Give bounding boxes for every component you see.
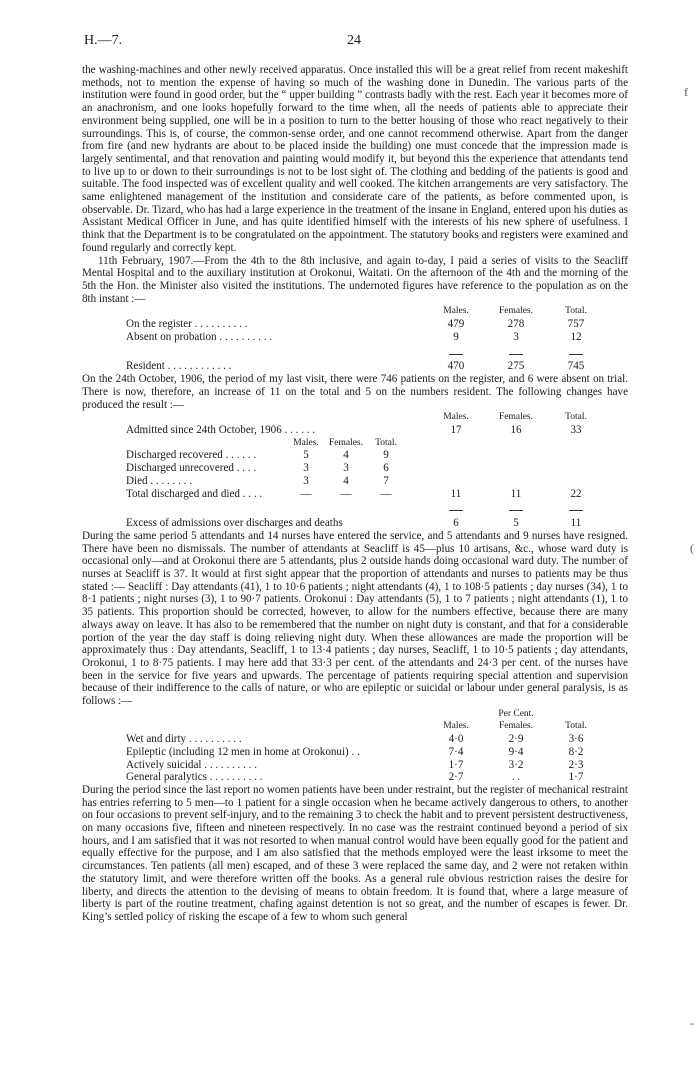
changes-table	[126, 411, 606, 530]
leader-dots: . . . . . . . . . .	[209, 771, 263, 784]
margin-mark: f	[684, 85, 688, 99]
sub-column-header: Total.	[375, 437, 397, 448]
cell-value: 3	[303, 462, 309, 475]
column-header: Males.	[443, 721, 469, 732]
row-label: Resident	[126, 360, 165, 373]
sub-column-header: Females.	[328, 437, 364, 448]
cell-value: 12	[570, 330, 582, 343]
leader-dots: . . . . . .	[284, 423, 316, 436]
table-row	[126, 318, 606, 331]
cell-value: 9	[383, 449, 389, 462]
column-header: Females.	[498, 412, 534, 423]
cell-value: 7·4	[448, 745, 464, 758]
cell-value: 4	[343, 449, 349, 462]
leader-dots: . . . . . . . .	[150, 474, 192, 487]
margin-mark: -	[690, 1016, 694, 1030]
cell-value: —	[380, 487, 392, 500]
cell-value: 7	[383, 474, 389, 487]
cell-value: 22	[570, 487, 582, 500]
cell-value: 11	[570, 517, 582, 530]
column-header: Males.	[443, 306, 469, 317]
leader-dots: . . . . . . . .	[230, 330, 273, 343]
cell-value: 757	[567, 318, 585, 331]
cell-value: 4·0	[448, 733, 464, 746]
cell-value: 16	[510, 423, 522, 436]
row-label: Actively suicidal	[126, 758, 202, 771]
cell-value: 3	[303, 474, 309, 487]
cell-value: —	[300, 487, 312, 500]
cell-value: 6	[383, 462, 389, 475]
table-row	[126, 331, 606, 344]
group-header: Per Cent.	[498, 708, 534, 719]
leader-dots: . . . . . . . . . . . .	[167, 360, 232, 373]
cell-value: 3	[343, 462, 349, 475]
row-label: On the register	[126, 318, 192, 331]
paragraph: During the same period 5 attendants and 14 nurses have entered the service, and 5 attendants and 9 nurses have resigned. There have been no dismissals. The number of attendants at Seacliff is 45—plus 10 artisans, &c., whose ward duty is occasional only—and at Orokonui there are 5 attendants, plus 2 outside hands doing occasional ward duty. The number of nurses at Seacliff is 37. It would at first sight appear that the proportion of attendants and nurses to patients may be thus stated :— Seacliff : Day attendants (41), 1 to 10·6 patients ; night attendants (4), 1 to 108·5 patients ; day nurses (34), 1 to 8·1 patients ; night nurses (3), 1 to 90·7 patients. Orokonui : Day attendants (5), 1 to 7 patients ; night attendants (1), 1 to 35 patients. This proportion should be corrected, however, to allow for the numbers effective, because there are many always away on leave. It has also to be remembered that the number on night duty is constant, and that for a considerable portion of the year the day staff is doing relieving night duty. When these allowances are made the proportion will be approximately thus : Day attendants, Seacliff, 1 to 13·4 patients ; day nurses, Seacliff, 1 to 10·5 patients ; day attendants, Orokonui, 1 to 8·75 patients. I may here add that 33·3 per cent. of the attendants and 24·3 per cent. of the nurses have been in the service for five years and upwards. The percentage of patients requiring special attention and supervision because of their indifference to the calls of nature, or who are epileptic or suicidal or labour under general paralysis, is as follows :—	[82, 529, 628, 708]
cell-value: —	[340, 487, 352, 500]
row-label: Absent on probation . .	[126, 330, 228, 343]
rule	[449, 354, 463, 355]
row-label: Excess of admissions over discharges and deaths	[126, 517, 343, 530]
cell-value: 3·6	[568, 733, 584, 746]
cell-value: 2·9	[508, 733, 524, 746]
rule	[509, 510, 523, 511]
table-row	[126, 759, 606, 772]
cell-value: 1·7	[448, 758, 464, 771]
rule	[449, 510, 463, 511]
cell-value: 3	[513, 330, 519, 343]
cell-value: 5	[303, 449, 309, 462]
paragraph: 11th February, 1907.—From the 4th to the 8th inclusive, and again to-day, I paid a series of visits to the Seacliff Mental Hospital and to the auxiliary institution at Orokonui, Waitati. On the afternoon of the 4th and the morning of the 5th the Hon. the Minister also visited the institutions. The undernoted figures have reference to the population as on the 8th instant :—	[82, 254, 628, 305]
leader-dots: . .	[351, 745, 360, 758]
table-row	[126, 424, 606, 437]
column-header: Total.	[565, 412, 587, 423]
row-label: Died	[126, 474, 148, 487]
margin-mark: (	[690, 541, 694, 555]
cell-value: 278	[507, 318, 525, 331]
cell-value: 2·3	[568, 758, 584, 771]
cell-value: 17	[450, 423, 462, 436]
paragraph: On the 24th October, 1906, the period of my last visit, there were 746 patients on the register, and 6 were absent on trial. There is now, therefore, an increase of 11 on the total and 5 on the numbers resident. The following changes have produced the result :—	[82, 373, 628, 411]
table-row	[126, 449, 606, 462]
leader-dots: . . . .	[236, 462, 257, 475]
table-row	[126, 746, 606, 759]
cell-value: 11	[450, 487, 462, 500]
table-row	[126, 462, 606, 475]
cell-value: 1·7	[568, 771, 584, 784]
leader-dots: . . . . . . . . . .	[188, 733, 242, 746]
cell-value: 33	[570, 423, 582, 436]
cell-value: 8·2	[568, 745, 584, 758]
cell-value: 275	[507, 360, 525, 373]
row-label: Discharged recovered . .	[126, 449, 234, 462]
rule-row	[126, 343, 606, 360]
cell-value: 2·7	[448, 771, 464, 784]
column-header: Total.	[565, 721, 587, 732]
cell-value: 479	[447, 318, 465, 331]
leader-dots: . . . .	[242, 487, 263, 500]
report-reference: H.—7.	[84, 33, 123, 48]
cell-value: 9	[453, 330, 459, 343]
row-label: Epileptic (including 12 men in home at Orokonui)	[126, 745, 349, 758]
page-header	[84, 33, 624, 53]
table-row	[126, 733, 606, 746]
column-header: Females.	[498, 721, 534, 732]
column-header: Females.	[498, 306, 534, 317]
cell-value: 470	[447, 360, 465, 373]
sub-column-header: Males.	[293, 437, 319, 448]
cell-value: 745	[567, 360, 585, 373]
row-label: Wet and dirty	[126, 733, 187, 746]
row-label: Total discharged and died	[126, 487, 240, 500]
row-label: Admitted since 24th October, 1906	[126, 423, 282, 436]
cell-value: . .	[511, 771, 521, 784]
page-number: 24	[347, 33, 361, 48]
table-row	[126, 475, 606, 488]
population-table	[126, 305, 606, 373]
cell-value: 9·4	[508, 745, 524, 758]
cell-value: 3·2	[508, 758, 524, 771]
leader-dots: . . . . . . . . . .	[194, 318, 248, 331]
column-header: Total.	[565, 306, 587, 317]
rule-row	[126, 500, 606, 517]
table-row	[126, 517, 606, 530]
table-row	[126, 360, 606, 373]
document-body	[82, 64, 628, 924]
row-label: General paralytics	[126, 771, 208, 784]
paragraph: During the period since the last report no women patients have been under restraint, but the register of mechanical restraint has entries referring to 5 men—to 1 patient for a single occasion when he became actively dangerous to others, to another on four occasions to prevent self-injury, and to the remaining 3 to check the habit and to prevent persistent destructiveness, on many occasions five, fifteen and nineteen respectively. In no case was the restraint continued beyond a period of six hours, and I am satisfied that it was not resorted to when manual control would have been equally good for the patient and equally effective for the purpose, and I am also satisfied that the methods employed were the least irksome to meet the circumstances. Ten patients (all men) escaped, and of these 3 were replaced the same day, and 2 were not retaken within the statutory limit, and were therefore written off the books. As a general rule obvious restriction raises the desire for liberty, and directs the attention to the devising of means to obtain freedom. It is found that, where a large measure of liberty is part of the routine treatment, chafing against detention is not so great, and the number of escapes is fewer. Dr. King’s settled policy of risking the escape of a few to whom such general	[82, 783, 628, 923]
cell-value: 5	[513, 517, 519, 530]
rule	[569, 354, 583, 355]
rule	[509, 354, 523, 355]
leader-dots: . . . . . . . . . .	[204, 758, 257, 771]
table-row	[126, 488, 606, 501]
leader-dots: . . . .	[236, 449, 257, 462]
cell-value: 4	[343, 474, 349, 487]
percentage-table	[126, 708, 606, 784]
table-row	[126, 771, 606, 784]
row-label: Discharged unrecovered	[126, 462, 234, 475]
paragraph: the washing-machines and other newly received apparatus. Once installed this will be a great relief from recent makeshift methods, not to mention the expense of having so much of the washing done in Dunedin. The various parts of the institution were found in good order, but the “ upper building ” contrasts badly with the rest. Each year it becomes more of an anachronism, and one looks hopefully forward to the time when, all the needs of patients able to appreciate their environment being supplied, one will be in a position to turn to the better housing of those who react negatively to their surroundings. This is, of course, the common-sense order, and one cannot recommend otherwise. Apart from the danger from fire (and new hydrants are about to be placed inside the building) one must concede that the impression made is largely sentimental, and that renovation and painting would modify it, but beyond this the experience that attendants tend to live up to or down to their surroundings is not to be lost sight of. The clothing and bedding of the patients is good and suitable. The food inspected was of excellent quality and well cooked. The kitchen arrangements are very satisfactory. The same enlightened management of the institution and considerate care of the patients, as before commented upon, is observable. Dr. Tizard, who has had a large experience in the treatment of the insane in England, entered upon his duties as Assistant Medical Officer in June, and has quite identified himself with the interests of his new sphere of usefulness. I think that the Department is to be congratulated on the appointment. The statutory books and registers were examined and found regularly and correctly kept.	[82, 64, 629, 254]
column-header: Males.	[443, 412, 469, 423]
cell-value: 11	[510, 487, 522, 500]
rule	[569, 510, 583, 511]
cell-value: 6	[453, 517, 459, 530]
